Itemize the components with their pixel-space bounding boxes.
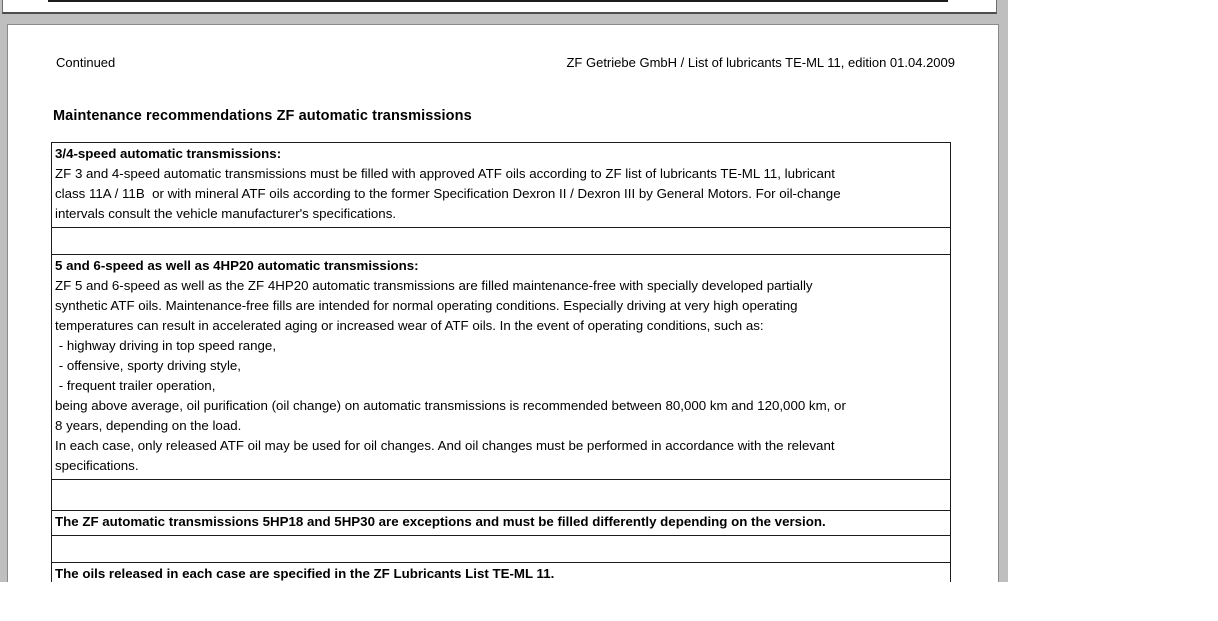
text-line: temperatures can result in accelerated aging or increased wear of ATF oils. In the event of operating conditions, such as:	[55, 318, 764, 333]
table-row	[52, 536, 951, 563]
table-row	[52, 228, 951, 255]
spacer-cell	[52, 480, 951, 511]
text-line: - offensive, sporty driving style,	[55, 358, 241, 373]
previous-page-table-border	[48, 0, 948, 2]
text-line: intervals consult the vehicle manufacturer's specifications.	[55, 206, 397, 221]
cell-heading: 3/4-speed automatic transmissions:	[55, 146, 282, 161]
text-line: The ZF automatic transmissions 5HP18 and 5HP30 are exceptions and must be filled differently depending on the version.	[55, 514, 826, 529]
table-row	[52, 563, 951, 583]
previous-page-fragment	[2, 0, 997, 14]
text-line: In each case, only released ATF oil may be used for oil changes. And oil changes must be performed in accordance with the relevant	[55, 438, 835, 453]
text-cell	[52, 255, 951, 480]
text-line: 8 years, depending on the load.	[55, 418, 242, 433]
text-line: The oils released in each case are specified in the ZF Lubricants List TE-ML 11.	[55, 566, 555, 581]
spacer-cell	[52, 228, 951, 255]
page-title: Maintenance recommendations ZF automatic transmissions	[53, 108, 472, 124]
spacer-cell	[52, 536, 951, 563]
table-row	[52, 143, 951, 228]
text-cell	[52, 563, 951, 583]
maintenance-table	[51, 142, 951, 582]
text-line: - frequent trailer operation,	[55, 378, 216, 393]
text-line: specifications.	[55, 458, 139, 473]
table-row	[52, 255, 951, 480]
text-line: synthetic ATF oils. Maintenance-free fills are intended for normal operating conditions. Especially driving at very high operating	[55, 298, 798, 313]
cell-heading: 5 and 6-speed as well as 4HP20 automatic transmissions:	[55, 258, 419, 273]
header-document-title: ZF Getriebe GmbH / List of lubricants TE-ML 11, edition 01.04.2009	[566, 55, 955, 70]
header-continued-label: Continued	[56, 55, 116, 70]
text-cell	[52, 511, 951, 536]
text-line: ZF 5 and 6-speed as well as the ZF 4HP20 automatic transmissions are filled maintenance-free with specially developed partially	[55, 278, 813, 293]
table-row	[52, 511, 951, 536]
text-line: ZF 3 and 4-speed automatic transmissions must be filled with approved ATF oils according to ZF list of lubricants TE-ML 11, lubricant	[55, 166, 835, 181]
text-line: class 11A / 11B or with mineral ATF oils according to the former Specification Dexron II / Dexron III by General Motors. For oil-change	[55, 186, 841, 201]
document-page	[7, 24, 999, 582]
text-line: - highway driving in top speed range,	[55, 338, 277, 353]
text-line: being above average, oil purification (oil change) on automatic transmissions is recommended between 80,000 km and 120,000 km, or	[55, 398, 846, 413]
text-cell	[52, 143, 951, 228]
table-row	[52, 480, 951, 511]
page-header	[56, 55, 955, 71]
